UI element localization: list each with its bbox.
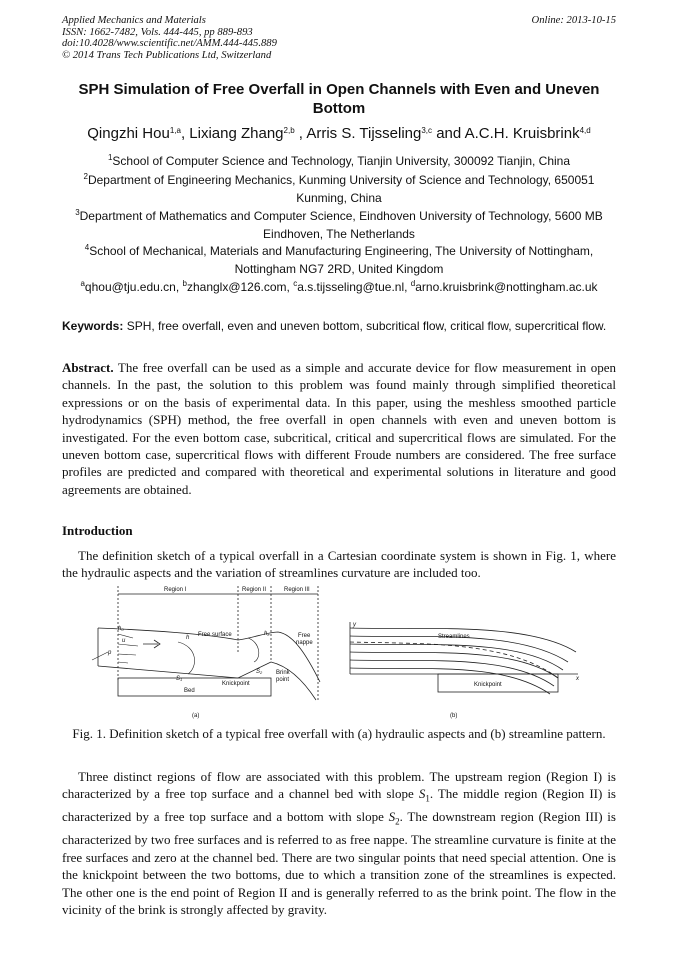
- knickpoint-label-a: Knickpoint: [222, 681, 250, 687]
- email-sup: c: [293, 279, 298, 288]
- p-label: p: [108, 650, 112, 656]
- paper-title: SPH Simulation of Free Overfall in Open Channels with Even and Uneven Bottom: [78, 81, 600, 117]
- author-list: Qingzhi Hou$^{1,a}$, Lixiang Zhang$^{2,b}$ , Arris S. Tijsseling$^{3,c}$ and A.C.H. Kruisbrink$^{4,d}$: [87, 125, 591, 142]
- affiliation-2: [62, 171, 616, 207]
- bed-label: Bed: [184, 688, 195, 694]
- brink-label-1: Brink: [276, 670, 290, 676]
- doi: doi:10.4028/www.scientific.net/AMM.444-445.889: [62, 38, 277, 50]
- brink-label-2: point: [276, 677, 290, 683]
- abstract: [62, 359, 616, 498]
- author-name: Qingzhi Hou: [87, 125, 170, 142]
- var-sub: 2: [395, 817, 400, 827]
- text-run: . The downstream region (Region III) is characterized by two free surfaces and is referred to as free nappe. The streamline curvature is finite at the free surfaces and zero at the channel bed. There are two singular points that need special attention. One is the knickpoint between the two bottoms, due to which a transition zone of the streamlines is expected. The other one is the end point of Region II and is generally referred to as the brink point. The flow in the vicinity of the brink is strongly affected by gravity.: [62, 809, 616, 918]
- author-name: Arris S. Tijsseling: [306, 125, 422, 142]
- email-list: $^a$qhou@tju.edu.cn, $^b$zhanglx@126.com, $^c$a.s.tijsseling@tue.nl, $^d$arno.kruisbrink@nottingham.ac.uk: [80, 279, 598, 294]
- panel-b-label: (b): [450, 713, 458, 719]
- var-sub: 1: [425, 794, 430, 804]
- email-sup: b: [182, 279, 187, 288]
- running-header: [62, 15, 616, 61]
- free-nappe-label-1: Free: [298, 633, 311, 639]
- journal-name: Applied Mechanics and Materials: [62, 15, 206, 26]
- affiliation-text: School of Mechanical, Materials and Manufacturing Engineering, The University of Nottingham, Nottingham NG7 2RD, United Kingdom: [89, 244, 594, 276]
- slope-s1-label: S1: [176, 676, 183, 682]
- var-s: S: [388, 809, 396, 825]
- email-sup: d: [410, 279, 416, 288]
- region-3-label: Region III: [284, 587, 310, 593]
- affiliation-text: Department of Engineering Mechanics, Kunming University of Science and Technology, 650051 Kunming, China: [87, 173, 595, 205]
- email-link[interactable]: qhou@tju.edu.cn: [84, 280, 176, 294]
- section-heading-introduction: Introduction: [62, 523, 133, 538]
- region-2-label: Region II: [242, 587, 267, 593]
- intro-paragraph-2: [62, 768, 616, 918]
- keywords-text: SPH, free overfall, even and uneven bottom, subcritical flow, critical flow, supercritical flow.: [126, 319, 607, 333]
- h0-label: h0: [118, 626, 124, 632]
- knickpoint-label-b: Knickpoint: [474, 682, 502, 688]
- copyright: © 2014 Trans Tech Publications Ltd, Switzerland: [62, 49, 272, 61]
- abstract-text: The free overfall can be used as a simple and accurate device for flow measurement in open channels. In the past, the solution to this problem was found mainly through simplified theoretical expressions or on the basis of experimental data. In this paper, using the meshless smoothed particle hydrodynamics (SPH) method, the free overfall in open channels with even and uneven bottom is investigated. For the even bottom case, subcritical, critical and supercritical flows are simulated. For the uneven bottom case, supercritical flows with different Froude numbers are considered. The free surface profiles are predicted and compared with theoretical and experimental solutions in literature and good agreements are obtained.: [62, 360, 617, 497]
- intro-paragraph-1: The definition sketch of a typical overfall in a Cartesian coordinate system is shown in Fig. 1, where the hydraulic aspects and the variation of streamlines curvature are included too.: [62, 548, 616, 581]
- affiliation-sup: 1: [107, 153, 113, 162]
- author-name: A.C.H. Kruisbrink: [464, 125, 580, 142]
- keywords: [62, 317, 616, 335]
- figure-caption: Fig. 1. Definition sketch of a typical free overfall with (a) hydraulic aspects and (b) streamline pattern.: [72, 726, 606, 741]
- streamlines-label: Streamlines: [438, 634, 470, 640]
- email-sup: a: [80, 279, 85, 288]
- affiliation-1: [62, 152, 616, 170]
- y-axis-label: y: [353, 622, 356, 628]
- x-axis-label: x: [576, 676, 579, 682]
- email-link[interactable]: arno.kruisbrink@nottingham.ac.uk: [415, 280, 598, 294]
- free-surface-label: Free surface: [198, 632, 232, 638]
- keywords-label: Keywords:: [62, 319, 124, 333]
- author-name: Lixiang Zhang: [189, 125, 284, 142]
- u-label: u: [122, 638, 126, 644]
- affiliation-text: Department of Mathematics and Computer Science, Eindhoven University of Technology, 5600 MB Eindhoven, The Netherlands: [79, 209, 603, 241]
- h-label: h: [186, 635, 190, 641]
- abstract-label: Abstract.: [62, 360, 114, 375]
- free-nappe-label-2: nappe: [296, 640, 313, 646]
- affiliation-3: [62, 207, 616, 243]
- text-run: Three distinct regions of flow are associated with this problem. The upstream region (Region I) is characterized by a free top surface and a channel bed with slope: [62, 769, 616, 802]
- affiliation-text: School of Computer Science and Technology, Tianjin University, 300092 Tianjin, China: [112, 154, 571, 168]
- slope-s2-label: S2: [256, 669, 263, 675]
- affiliation-sup: 3: [75, 208, 80, 217]
- author-sup: 2,b: [283, 126, 295, 135]
- text-run: . The middle region (Region II) is characterized by a free top surface and a bottom with slope: [62, 786, 616, 825]
- figure-panel-b: [350, 622, 578, 694]
- email-link[interactable]: zhanglx@126.com: [186, 280, 287, 294]
- author-sup: 3,c: [421, 126, 433, 135]
- var-s: S: [418, 786, 426, 802]
- panel-a-label: (a): [192, 713, 200, 719]
- issn: ISSN: 1662-7482, Vols. 444-445, pp 889-893: [62, 26, 253, 38]
- figure-1: [88, 582, 588, 722]
- author-sup: 1,a: [169, 126, 181, 135]
- affiliation-sup: 4: [84, 243, 90, 252]
- email-link[interactable]: a.s.tijsseling@tue.nl: [297, 280, 405, 294]
- author-sup: 4,d: [579, 126, 591, 135]
- he-label: he: [264, 631, 270, 637]
- online-date: Online: 2013-10-15: [531, 15, 616, 26]
- region-1-label: Region I: [164, 587, 187, 593]
- affiliation-sup: 2: [83, 172, 88, 181]
- affiliation-4: [62, 242, 616, 278]
